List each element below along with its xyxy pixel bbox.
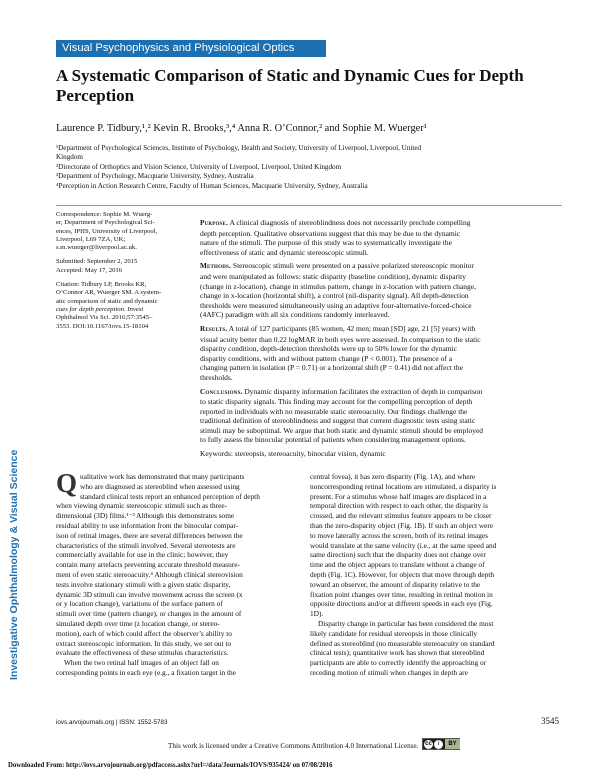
abstract-line: and were manipulated as follows: static disparity (baseline condition), dynamic disparity (200, 271, 466, 281)
body-line: present. For a stimulus whose half images are displaced in a (310, 491, 487, 501)
body-line: than the zero-disparity object (Fig. 1B). If such an object were (310, 520, 494, 530)
body-line: toward an observer, the amount of disparity relative to the (310, 579, 481, 589)
abstract-line: disparity conditions, with and without pattern change (P < 0.001). The presence of a (200, 353, 453, 363)
download-notice: Downloaded From: http://iovs.arvojournals.org/pdfaccess.ashx?url=/data/Journals/IOVS/935424/ on 07/08/2016 (8, 762, 333, 769)
vertical-journal-title: Investigative Ophthalmology & Visual Science (8, 449, 20, 680)
abstract-line: (4AFC) paradigm with all six conditions randomly interleaved. (200, 310, 390, 320)
body-line: evaluate the effectiveness of these stimulus characteristics. (56, 648, 229, 658)
abstract-line: nature of the stimuli. The purpose of this study was to systematically investigate the (200, 238, 452, 248)
affiliation-line: Kingdom (56, 153, 83, 162)
body-line: or y location change), variations of the surface pattern of (56, 599, 223, 609)
cc-icon: cc (425, 741, 432, 747)
correspondence-line: er, Department of Psychological Sci- (56, 219, 155, 227)
affiliations (56, 144, 562, 191)
body-line: When the two retinal half images of an object fall on (64, 658, 219, 668)
correspondence-line: Liverpool, L69 7ZA, UK; (56, 235, 126, 243)
submitted-date: Submitted: September 2, 2015 (56, 258, 138, 266)
abstract-line: thresholds were measured simultaneously using an adaptive four-alternative-forced-choice (200, 300, 472, 310)
body-line: would translate at the same velocity (i.e., at the same speed and (310, 540, 497, 550)
article-sidebar (56, 211, 164, 331)
abstract-line: reported in individuals with no measurable static stereoacuity. Our findings challenge the (200, 406, 468, 416)
body-line: motion), each of which could affect the observer’s ability to (56, 628, 232, 638)
body-line: participants are able to correctly identify the approaching or (310, 658, 487, 668)
abstract-conclusions (200, 387, 562, 446)
correspondence-email[interactable]: s.m.wuerger@liverpool.ac.uk. (56, 244, 137, 252)
license-notice[interactable]: This work is licensed under a Creative Commons Attribution 4.0 International License. (168, 742, 419, 750)
body-line: simulated depth over time (z location change, or stereo- (56, 618, 220, 628)
body-line: to move laterally across the screen, both of its retinal images (310, 530, 489, 540)
body-line: dynamic 3D stimuli can involve movement across the screen (x (56, 589, 243, 599)
article-title: A Systematic Comparison of Static and Dynamic Cues for Depth Perception (56, 66, 524, 105)
body-line: fixation point changes over time, resulting in retinal motion in (310, 589, 493, 599)
abstract-line: thresholds. (200, 372, 233, 382)
abstract-purpose (200, 218, 562, 257)
correspondence-line: ences, IPHS, University of Liverpool, (56, 227, 158, 235)
abstract-results (200, 324, 562, 383)
body-line: same direction) such that the disparity does not change over (310, 550, 486, 560)
correspondence-line: Correspondence: Sophie M. Wuerg- (56, 211, 153, 218)
body-line: central fovea), it has zero disparity (Fig. 1A), and where (310, 472, 476, 481)
citation-line: cues for depth perception. Invest (56, 305, 144, 313)
body-line: who are diagnosed as stereoblind when assessed using (80, 481, 240, 491)
abstract-line: disparity condition, depth-detection thresholds were up to 50% lower for the dynamic (200, 344, 458, 354)
footer-journal-issn: iovs.arvojournals.org | ISSN: 1552-5783 (56, 719, 168, 726)
author-list: Laurence P. Tidbury,¹,² Kevin R. Brooks,³,⁴ Anna R. O’Connor,² and Sophie M. Wuerger¹ (56, 123, 427, 134)
citation-line: atic comparison of static and dynamic (56, 297, 158, 305)
body-line: defined as stereoblind (no measurable stereoacuity on standard (310, 638, 495, 648)
abstract-line: traditional definition of stereoblindness and suggest that current diagnostic tests using static (200, 416, 476, 426)
body-line: crossed, and the relevant stimulus feature appears to be closer (310, 511, 492, 521)
body-line: receding motion of stimuli when changes in depth are (310, 667, 468, 677)
body-line: standard clinical tests report an enhanced perception of depth (80, 491, 260, 501)
abstract-line: to static disparity signals. This finding may account for the compelling perception of depth (200, 397, 473, 407)
body-line: stimuli over time (pattern change), or changes in the amount of (56, 609, 242, 619)
body-line: likely candidate for residual stereopsis in those clinically (310, 628, 478, 638)
body-line: corresponding points in each eye (e.g., a fixation target in the (56, 667, 236, 677)
citation-line: O’Connor AR, Wuerger SM. A system- (56, 289, 162, 297)
body-line: noncorresponding retinal locations are stimulated, a disparity is (310, 481, 497, 491)
affiliation-line: ¹Department of Psychological Sciences, Institute of Psychology, Health and Society, University of Liverpool, Liverpool, United (56, 144, 422, 152)
abstract (200, 218, 562, 463)
body-line: contain many artefacts preventing accurate threshold measure- (56, 560, 240, 570)
body-line: depth (Fig. 1C). However, for objects that move through depth (310, 569, 495, 579)
body-line: clinical tests); quantitative work has shown that stereoblind (310, 648, 485, 658)
header-divider (56, 205, 562, 206)
body-line: residual ability to use information from the binocular compar- (56, 520, 239, 530)
abstract-line: (change in z-location), change in stimulus pattern, change in z-location with pattern change, (200, 281, 476, 291)
body-column-right (310, 472, 562, 678)
body-line: temporal direction with respect to each other, the disparity is (310, 501, 488, 511)
body-line: characteristics of the stimuli involved. Several stereotests are (56, 540, 236, 550)
methods-heading: Methods. (200, 262, 232, 271)
abstract-line: effectiveness of static and dynamic stereoscopic stimuli. (200, 247, 369, 257)
body-line: time and the object appears to translate without a change of (310, 560, 485, 570)
results-heading: Results. (200, 324, 228, 333)
abstract-line: Dynamic disparity information facilitates the extraction of depth in comparison (242, 386, 483, 396)
accepted-date: Accepted: May 17, 2016 (56, 266, 123, 274)
abstract-line: A clinical diagnosis of stereoblindness does not necessarily preclude compelling (228, 218, 471, 227)
body-line: opposite directions and/or at different speeds in each eye (Fig. (310, 599, 493, 609)
abstract-line: visual acuity better than 0.22 logMAR in both eyes were assessed. In comparison to the static (200, 334, 481, 344)
conclusions-heading: Conclusions. (200, 387, 243, 396)
body-line: commercially available for use in the clinic; however, they (56, 550, 229, 560)
abstract-line: change in x-location (horizontal shift), a control (nil-disparity signal). All depth-detection (200, 291, 469, 301)
body-line: 1D). (310, 609, 324, 619)
citation-line: Citation: Tidbury LP, Brooks KR, (56, 281, 147, 289)
body-line: Disparity change in particular has been considered the most (318, 618, 494, 628)
affiliation-line: ⁴Perception in Action Research Centre, Faculty of Human Sciences, Macquarie University, Sydney, Australia (56, 181, 368, 190)
abstract-line: Stereoscopic stimuli were presented on a passive polarized stereoscopic monitor (231, 261, 474, 271)
affiliation-line: ³Department of Psychology, Macquarie University, Sydney, Australia (56, 172, 254, 181)
body-line: ualitative work has demonstrated that many participants (80, 472, 245, 481)
citation-doi[interactable]: 3553. DOI:10.1167/iovs.15-18104 (56, 322, 149, 330)
body-line: ment of even static stereoacuity.⁴ Although clinical stereovision (56, 569, 243, 579)
body-line: ison of retinal images, there are several differences between the (56, 530, 243, 540)
body-column-left (56, 468, 306, 678)
abstract-line: A total of 127 participants (85 women, 42 men; mean [SD] age, 21 [5] years) with (227, 323, 476, 333)
affiliation-line: ²Directorate of Orthoptics and Vision Science, University of Liverpool, Liverpool, United Kingdom (56, 162, 342, 171)
body-line: when viewing dynamic stereoscopic stimuli such as three- (56, 501, 228, 511)
abstract-line: depth perception. Qualitative observations suggest that this may be due to the dynamic (200, 228, 461, 238)
keywords: Keywords: stereopsis, stereoacuity, binocular vision, dynamic (200, 449, 386, 459)
cc-by-license-badge[interactable] (422, 738, 460, 750)
body-line: dimensional (3D) films.¹⁻³ Although this demonstrates some (56, 511, 235, 521)
journal-section-banner: Visual Psychophysics and Physiological Optics (56, 40, 326, 57)
citation-line: Ophthalmol Vis Sci. 2016;57:3545– (56, 314, 153, 322)
purpose-heading: Purpose. (200, 219, 229, 227)
drop-cap: Q (56, 468, 78, 498)
by-label: BY (445, 739, 460, 749)
body-line: tests involve stationary stimuli with a given static disparity, (56, 579, 231, 589)
body-line: extract stereoscopic information. In this study, we set out to (56, 638, 232, 648)
abstract-line: changing pattern in isolation (P = 0.71) or a horizontal shift (P = 0.41) did not affect the (200, 363, 463, 373)
abstract-methods (200, 261, 562, 320)
page-number: 3545 (541, 716, 559, 726)
abstract-line: stimuli may be suboptimal. We argue that both static and dynamic stimuli should be employed (200, 425, 484, 435)
attribution-person-icon: i (434, 740, 443, 749)
abstract-line: to fully assess the binocular potential of patients when considering management options. (200, 435, 466, 445)
